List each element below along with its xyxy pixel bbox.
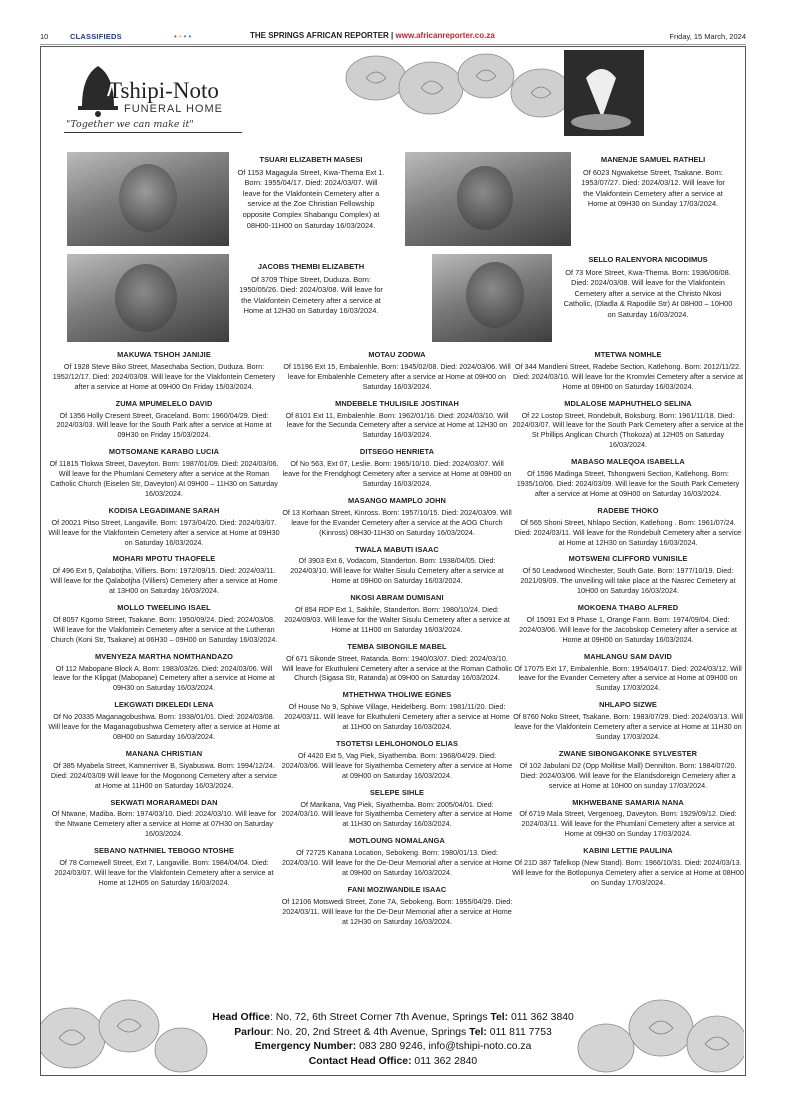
obituary-entry — [48, 447, 280, 499]
publication-title: THE SPRINGS AFRICAN REPORTER | www.africanreporter.co.za — [250, 31, 495, 40]
notice-text: Of 15091 Ext 9 Phase 1, Orange Farm. Born: 1974/09/04. Died: 2024/03/06. Will leave for the Jacobskop Cemetery after a service at Home at 09H00 on Saturday 16/03/2024. — [519, 614, 737, 644]
notice-text: Of 72725 Kanana Location, Sebokeng. Born: 1980/01/13. Died: 2024/03/10. Will leave for the De-Deur Memorial after a service at Home at 09H00 on Saturday 16/03/2024. — [281, 848, 513, 877]
obituary-entry — [281, 545, 513, 587]
deceased-name: NKOSI ABRAM DUMISANI — [350, 593, 444, 603]
header-divider — [40, 44, 746, 45]
obituary-entry — [512, 846, 744, 888]
obituary-entry — [512, 554, 744, 596]
obituary-entry — [281, 788, 513, 830]
obituary-entry — [512, 457, 744, 499]
obituary-entry — [48, 350, 280, 392]
notice-text: Of 12106 Motswedi Street, Zone 7A, Sebokeng. Born: 1955/04/29. Died: 2024/03/11. Will leave for the De-Deur Memorial after a service at Home at 12H30 on Saturday 16/03/2024. — [281, 896, 513, 926]
notice-text: Of 102 Jabulani D2 (Opp Mollitse Mall) Dennilton. Born: 1984/07/20. Died: 2024/03/06. Will leave for the Elandsdoreign Cemetery after a service at Home at 10H00 on sunday 17/03/2024. — [519, 760, 737, 790]
notice-text: Of 4420 Ext 5, Vag Piek, Siyathemba. Born: 1968/04/29. Died: 2024/03/06. Will leave for Siyathemba Cemetery after a service at Home at 09H00 on Saturday 16/03/2024. — [281, 750, 513, 780]
notice-text: Of 565 Shoni Street, Nhlapo Section, Katlehong . Born: 1961/07/24. Died: 2024/03/11. Will leave for the Rondebult Cemetery after a service at Home at 12H30 on Saturday 16/03/2024. — [514, 517, 742, 547]
obituary-entry — [48, 603, 280, 645]
deceased-name: MTHETHWA THOLIWE EGNES — [342, 690, 452, 700]
notice-text: Of 21D 387 Tafelkop (New Stand). Born: 1966/10/31. Died: 2024/03/13. Will leave for the Botlopunya Cemetery after a service at Home at 08H00 on Sunday 17/03/2024. — [512, 858, 744, 887]
contact-block — [150, 1011, 636, 1069]
roses-decoration — [336, 48, 646, 136]
funeral-home-logo — [64, 56, 244, 136]
parlour-phone[interactable]: 011 811 7753 — [486, 1026, 552, 1038]
notice-text: Of 1928 Steve Biko Street, Masechaba Section, Duduza. Born: 1952/12/17. Died: 2024/03/09. Will leave for the Vlakfontein Cemetery after a service at Home at 09H00 On Friday 15/03/2024. — [52, 361, 276, 391]
notice-text: Of 8057 Kgomo Street, Tsakane. Born: 1950/09/24. Died: 2024/03/08. Will leave for the Vlakfontein Cemetery after a service at the Lutheran Church (Koni Str, Tsakane) at 06H30 – 09H00 on Saturday 16/03/2024. — [50, 614, 278, 644]
notice-text: Of 6719 Mala Street, Vergenoeg, Daveyton. Born: 1929/09/12. Died: 2024/03/11. Will leave for the Phumlani Cemetery after a service at Home at 09H30 on Sunday 17/03/2024. — [519, 809, 737, 839]
deceased-name: MKHWEBANE SAMARIA NANA — [572, 797, 684, 807]
deceased-name: KODISA LEGADIMANE SARAH — [108, 505, 220, 515]
deceased-name: MANANA CHRISTIAN — [125, 748, 203, 758]
issue-date: Friday, 15 March, 2024 — [669, 32, 746, 41]
notice-text: Of 50 Leadwood Winchester, South Gate. Born: 1977/10/19. Died: 2021/09/09. The unveiling will take place at the Nasrec Cemetery at 10H00 on Saturday 16/03/2024. — [520, 566, 736, 596]
deceased-name: SELEPE SIHLE — [369, 787, 425, 797]
obituary-entry — [512, 749, 744, 791]
notice-text: Of 78 Cornewell Street, Ext 7, Langaville. Born: 1984/04/04. Died: 2024/03/07. Will leave for the Vlakfontein Cemetery after a service at Home at 12H05 on Saturday 16/03/2024. — [54, 858, 274, 887]
obituary-entry — [48, 749, 280, 791]
notice-text: Of 17075 Ext 17, Embalenhle. Born: 1954/04/17. Died: 2024/03/12. Will leave for the Evander Cemetery after a service at Home at 09H00 on Sunday 17/03/2024. — [514, 663, 742, 693]
page-header — [40, 28, 746, 44]
deceased-name: MAHLANGU SAM DAVID — [584, 651, 672, 661]
notice-text: Of 3903 Ext 6, Vodacom, Standerton. Born: 1938/04/05. Died: 2024/03/10. Will leave for Walter Sisulu Cemetery after a service at Home at 09H00 on Saturday 16/03/2024. — [290, 556, 504, 586]
notices-column-3 — [512, 350, 744, 895]
notice-text: Of 1596 Madinga Street, Tshongweni Section, Katlehong. Born: 1935/10/06. Died: 2024/03/09. Will leave for the South Park Cemetery after a service at Home at 09H00 on Saturday 16/03/2024. — [516, 469, 740, 498]
deceased-name: ZWANE SIBONGAKONKE SYLVESTER — [558, 748, 698, 758]
notices-column-1 — [48, 350, 280, 895]
notice-text: Of 496 Ext 5, Qalabotjha, Villiers. Born: 1972/09/15. Died: 2024/03/11. Will leave for the Qalabotjha (Villiers) Cemetery after a service at Home at 13H00 on Saturday 16/03/2024. — [50, 566, 278, 596]
notice-text: Of 22 Lostop Street, Rondebult, Boksburg. Born: 1961/11/18. Died: 2024/03/07. Will leave for the South Park Cemetery after a service at the St Phillips Anglican Church (Thokoza) at 12H05 on Saturday 16/03/2024. — [512, 410, 744, 450]
deceased-name: LEKGWATI DIKELEDI LENA — [114, 700, 214, 710]
deceased-name: ZUMA MPUMELELO DAVID — [115, 398, 213, 408]
notice-text: Of No 20335 Maganagobushwa. Born: 1938/01/01. Died: 2024/03/08. Will leave for the Maganagobushwa Cemetery after a service at Home at 08H00 on Saturday 16/03/2024. — [48, 712, 280, 741]
emergency-contact[interactable]: 083 280 9246, info@tshipi-noto.co.za — [356, 1041, 532, 1052]
notice-text: Of 112 Mabopane Block A. Born: 1983/03/26. Died: 2024/03/06. Will leave for the Klipgat (Mabopane) Cemetery after a service at Home at 09H30 on Saturday 16/03/2024. — [53, 663, 275, 693]
deceased-name: JACOBS THEMBI ELIZABETH — [257, 262, 365, 271]
deceased-name: SEBANO NATHNIEL TEBOGO NTOSHE — [93, 846, 235, 856]
head-office-line: Head Office: No. 72, 6th Street Corner 7th Avenue, Springs Tel: 011 362 3840 — [212, 1012, 574, 1023]
deceased-name: MASANGO MAMPLO JOHN — [348, 495, 446, 505]
deceased-name: MOKOENA THABO ALFRED — [577, 603, 679, 613]
notice-text: Of No 563, Ext 07, Leslie. Born: 1965/10/10. Died: 2024/03/07. Will leave for the Frendghogt Cemetery after a service at Home at 09H00 on Saturday 16/03/2024. — [282, 459, 512, 488]
deceased-name: TWALA MABUTI ISAAC — [355, 544, 439, 554]
obituary-entry — [281, 496, 513, 538]
tagline-underline — [64, 132, 242, 133]
deceased-name: TSUARI ELIZABETH MASESI — [259, 155, 363, 164]
obituary-entry — [512, 700, 744, 742]
publication-url[interactable]: www.africanreporter.co.za — [395, 31, 495, 40]
deceased-name: SELLO RALENYORA NICODIMUS — [588, 255, 708, 264]
obituary-entry — [48, 554, 280, 596]
obituary-entry — [281, 836, 513, 878]
obituary-entry — [48, 846, 280, 888]
obituary-entry — [48, 700, 280, 742]
portrait-photo — [405, 152, 571, 246]
deceased-name: MTETWA NOMHLE — [594, 350, 662, 359]
obituary-entry — [48, 798, 280, 840]
deceased-name: RADEBE THOKO — [597, 505, 659, 515]
obituary-entry — [512, 798, 744, 840]
obituary-entry — [281, 690, 513, 732]
obituary-entry — [512, 652, 744, 694]
deceased-name: TEMBA SIBONGILE MABEL — [347, 641, 447, 651]
notice-text: Of 13 Korhaan Street, Kinross. Born: 1957/10/15. Died: 2024/03/09. Will leave for the Evander Cemetery after a service at the AOG Church (Kinross) 08H30-11H30 on Saturday 16/03/2024. — [282, 507, 512, 537]
contact-office-phone[interactable]: 011 362 2840 — [411, 1055, 478, 1067]
deceased-name: MOHARI MPOTU THAOFELE — [112, 554, 216, 564]
notice-text: Of House No 9, Sphiwe Village, Heidelberg. Born: 1981/11/20. Died: 2024/03/11. Will leave for Ekuthuleni Cemetery after a service at Home at 11H00 on Saturday 16/03/2024. — [284, 702, 510, 732]
notice-text: Of 11815 Tlokwa Street, Daveyton. Born: 1987/01/09. Died: 2024/03/06. Will leave for the Phumlani Cemetery after a service at the Roman Catholic Church (Eiselen Str, Daveyton) At 09H00 – 11H30 on Saturday 16/03/2024. — [49, 459, 279, 498]
notice-text: Of Marikana, Vag Piek, Siyathemba. Born: 2005/04/01. Died: 2024/03/10. Will leave for Siyathemba Cemetery after a service at Home at 11H30 on Saturday 16/03/2024. — [281, 799, 513, 829]
featured-notice — [578, 155, 728, 210]
deceased-name: MDLALOSE MAPHUTHELO SELINA — [564, 398, 692, 408]
deceased-name: FANI MOZIWANDILE ISAAC — [347, 884, 447, 894]
notice-text: Of 3709 Thipe Street, Duduza. Born: 1950/05/26. Died: 2024/03/08. Will leave for the Vlakfontein Cemetery after a service at Home at 12H30 on Saturday 16/03/2024. — [239, 274, 383, 316]
deceased-name: SEKWATI MORARAMEDI DAN — [110, 797, 218, 807]
deceased-name: DITSEGO HENRIETA — [359, 447, 435, 457]
obituary-entry — [512, 350, 744, 392]
obituary-entry — [48, 652, 280, 694]
obituary-entry — [281, 593, 513, 635]
deceased-name: MABASO MALEQOA ISABELLA — [571, 457, 685, 467]
deceased-name: MANENJE SAMUEL RATHELI — [600, 155, 706, 164]
notice-text: Of 20021 Pitso Street, Langaville. Born: 1973/04/20. Died: 2024/03/07. Will leave for the Vlakfontein Cemetery after a service at Home at 09H30 on Saturday 16/03/2024. — [48, 517, 280, 547]
notice-text: Of 671 Sikonde Street, Ratanda. Born: 1940/03/07. Died: 2024/03/10. Will leave for Ekuthuleni Cemetery after a service at the Roman Catholic Church (Sigasa Str, Ratanda) at 09H00 on Saturday 16/03/2024. — [281, 653, 513, 683]
deceased-name: TSOTETSI LEHLOHONOLO ELIAS — [335, 739, 459, 748]
brand-name: Tshipi-Noto — [108, 78, 219, 103]
emergency-line: Emergency Number: 083 280 9246, info@tshipi-noto.co.za — [254, 1041, 532, 1052]
portrait-photo — [67, 152, 229, 246]
notice-text: Of 6023 Ngwaketse Street, Tsakane. Born: 1953/07/27. Died: 2024/03/12. Will leave for the Vlakfontein Cemetery after a service at Home at 09H30 on Sunday 17/03/2024. — [581, 167, 725, 209]
obituary-entry — [48, 506, 280, 548]
contact-office-line: Contact Head Office: 011 362 2840 — [308, 1055, 478, 1067]
deceased-name: MOLLO TWEELING ISAEL — [117, 603, 211, 613]
deceased-name: MVENYEZA MARTHA NOMTHANDAZO — [94, 651, 234, 661]
notice-text: Of 8760 Noko Street, Tsakane. Born: 1983/07/29. Died: 2024/03/13. Will leave for the Vlakfontein Cemetery after a service at Home at 11H30 on Sunday 17/03/2024. — [513, 712, 743, 741]
deceased-name: MOTAU ZODWA — [368, 350, 426, 359]
obituary-entry — [512, 506, 744, 548]
deceased-name: KABINI LETTIE PAULINA — [583, 846, 673, 856]
notice-text: Of 15196 Ext 15, Embalenhle. Born: 1945/02/08. Died: 2024/03/06. Will leave for Embalenhle Cemetery after a service at Home at 09H00 on Saturday 16/03/2024. — [283, 361, 511, 391]
notice-text: Of 385 Myabela Street, Kamnerriver B, Siyabuswa. Born: 1994/12/24. Died: 2024/03/09 Will leave for the Mogonong Cemetery after a service at Home at 11H00 on Saturday 16/03/2024. — [50, 760, 278, 790]
brand-subtitle: FUNERAL HOME — [124, 103, 223, 115]
notice-text: Of 8101 Ext 11, Embalenhle. Born: 1962/01/16. Died: 2024/03/10. Will leave for the Secunda Cemetery after a service at Home at 12H30 on Saturday 16/03/2024. — [285, 410, 509, 440]
notice-text: Of Ntwane, Madiba. Born: 1974/03/10. Died: 2024/03/10. Will leave for the Ntwane Cemetery after a service at Home at 07H30 on Saturday 16/03/2024. — [51, 809, 277, 839]
obituary-entry — [512, 603, 744, 645]
deceased-name: MNDEBELE THULISILE JOSTINAH — [335, 398, 459, 408]
obituary-entry — [281, 447, 513, 489]
portrait-photo — [67, 254, 229, 342]
notice-text: Of 344 Mandleni Street, Radebe Section, Katlehong. Born: 2012/11/22. Died: 2024/03/10. Will leave for the Kromvlei Cemetery after a service at Home at 09H00 on Saturday 16/03/2024. — [512, 361, 744, 391]
notice-text: Of 1153 Magagula Street, Kwa-Thema Ext 1. Born: 1955/04/17. Died: 2024/03/07. Will leave for the Vlakfontein Cemetery after a service at the Zoe Christian Fellowship opposite Complex Shabangu Complex) at 08H00-11H00 on Saturday 16/03/2024. — [237, 167, 385, 230]
featured-notice — [236, 262, 386, 317]
notice-text: Of 1356 Holly Cresent Street, Graceland. Born: 1960/04/29. Died: 2024/03/03. Will leave for the South Park after a service at Home at 09H30 on Friday 15/03/2024. — [56, 410, 272, 440]
deceased-name: MOTSOMANE KARABO LUCIA — [108, 447, 220, 457]
obituary-entry — [48, 399, 280, 441]
head-office-phone[interactable]: 011 362 3840 — [508, 1012, 574, 1023]
notices-column-2 — [281, 350, 513, 934]
obituary-entry — [281, 739, 513, 781]
portrait-photo — [432, 254, 552, 342]
brand-tagline: "Together we can make it" — [66, 119, 194, 130]
deceased-name: MOTLOUNG NOMALANGA — [349, 836, 445, 846]
obituary-entry — [512, 399, 744, 451]
page-number: 10 — [40, 32, 49, 41]
deceased-name: NHLAPO SIZWE — [599, 700, 657, 710]
section-label: CLASSIFIEDS — [70, 32, 122, 41]
deceased-name: MAKUWA TSHOH JANIJIE — [117, 350, 211, 359]
obituary-entry — [281, 885, 513, 927]
featured-notice — [560, 255, 736, 321]
obituary-entry — [281, 350, 513, 392]
notice-text: Of 854 RDP Ext 1, Sakhile, Standerton. Born: 1980/10/24. Died: 2024/09/03. Will leave for the Walter Sisulu Cemetery after a service at Home at 11H00 on Saturday 16/03/2024. — [284, 605, 510, 634]
notice-text: Of 73 More Street, Kwa-Thema. Born: 1936/06/08. Died: 2024/03/08. Will leave for the Vlakfontein Cemetery after a service at the Christo Nkosi Catholic, (Dladla & Rapodile Str) At 08H00 – 10H00 on Saturday 16/03/2024. — [563, 267, 733, 319]
obituary-entry — [281, 399, 513, 441]
deceased-name: MOTSWENI CLIFFORD VUNISILE — [568, 554, 688, 564]
color-dots: •••• — [174, 32, 194, 41]
obituary-entry — [281, 642, 513, 684]
featured-notice — [236, 155, 386, 231]
parlour-line: Parlour: No. 20, 2nd Street & 4th Avenue, Springs Tel: 011 811 7753 — [234, 1026, 552, 1038]
